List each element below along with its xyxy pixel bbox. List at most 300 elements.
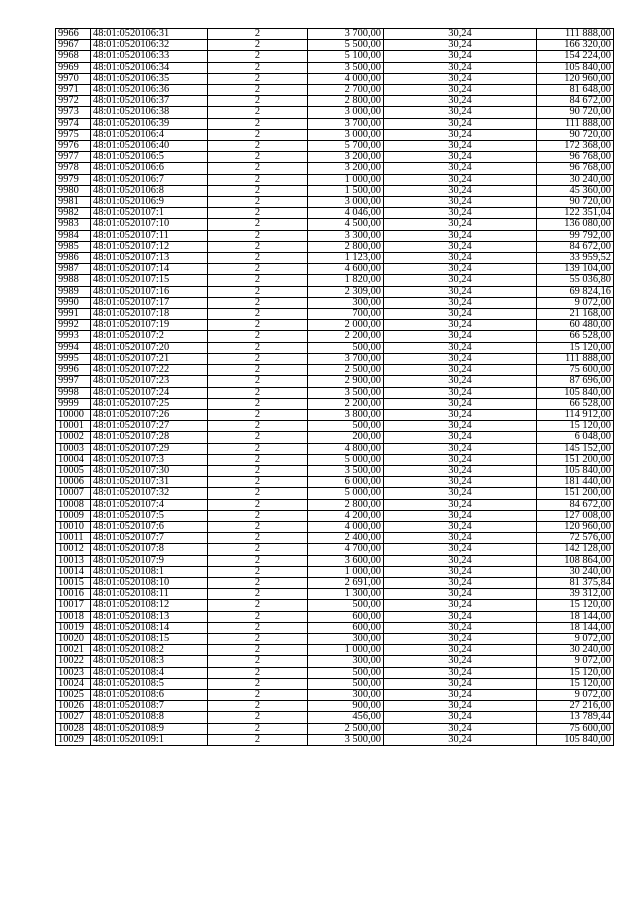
cadastral-number-cell: 48:01:0520107:8 [91,544,208,555]
table-row [56,465,614,476]
rate-cell: 30,24 [384,185,537,196]
table-row [56,645,614,656]
table-row [56,600,614,611]
rate-cell: 30,24 [384,409,537,420]
category-cell: 2 [208,230,308,241]
category-cell: 2 [208,241,308,252]
table-row [56,544,614,555]
rate-cell: 30,24 [384,566,537,577]
area-cell: 5 000,00 [308,488,384,499]
rate-cell: 30,24 [384,365,537,376]
rate-cell: 30,24 [384,376,537,387]
area-cell: 300,00 [308,656,384,667]
row-number-cell: 9996 [56,365,91,376]
table-row [56,163,614,174]
value-cell: 15 120,00 [537,678,614,689]
cadastral-number-cell: 48:01:0520108:8 [91,712,208,723]
category-cell: 2 [208,712,308,723]
area-cell: 500,00 [308,600,384,611]
category-cell: 2 [208,465,308,476]
row-number-cell: 9992 [56,320,91,331]
area-cell: 500,00 [308,342,384,353]
area-cell: 200,00 [308,432,384,443]
cadastral-number-cell: 48:01:0520107:28 [91,432,208,443]
category-cell: 2 [208,432,308,443]
row-number-cell: 10029 [56,734,91,745]
table-row [56,712,614,723]
table-row [56,129,614,140]
row-number-cell: 9973 [56,107,91,118]
row-number-cell: 9982 [56,208,91,219]
area-cell: 4 000,00 [308,73,384,84]
row-number-cell: 9998 [56,387,91,398]
value-cell: 111 888,00 [537,29,614,40]
category-cell: 2 [208,454,308,465]
area-cell: 3 300,00 [308,230,384,241]
rate-cell: 30,24 [384,712,537,723]
area-cell: 2 309,00 [308,286,384,297]
category-cell: 2 [208,488,308,499]
area-cell: 4 500,00 [308,219,384,230]
value-cell: 181 440,00 [537,477,614,488]
area-cell: 4 800,00 [308,443,384,454]
category-cell: 2 [208,96,308,107]
category-cell: 2 [208,219,308,230]
area-cell: 2 500,00 [308,723,384,734]
row-number-cell: 10024 [56,678,91,689]
category-cell: 2 [208,152,308,163]
cadastral-number-cell: 48:01:0520107:14 [91,264,208,275]
cadastral-number-cell: 48:01:0520106:5 [91,152,208,163]
table-row [56,73,614,84]
cadastral-number-cell: 48:01:0520107:24 [91,387,208,398]
area-cell: 3 700,00 [308,353,384,364]
row-number-cell: 10010 [56,521,91,532]
category-cell: 2 [208,51,308,62]
row-number-cell: 10028 [56,723,91,734]
value-cell: 99 792,00 [537,230,614,241]
table-row [56,432,614,443]
rate-cell: 30,24 [384,264,537,275]
cadastral-number-cell: 48:01:0520107:30 [91,465,208,476]
category-cell: 2 [208,589,308,600]
cadastral-number-cell: 48:01:0520107:13 [91,253,208,264]
table-row [56,376,614,387]
row-number-cell: 9978 [56,163,91,174]
row-number-cell: 9972 [56,96,91,107]
cadastral-number-cell: 48:01:0520107:11 [91,230,208,241]
row-number-cell: 9999 [56,398,91,409]
cadastral-number-cell: 48:01:0520107:19 [91,320,208,331]
category-cell: 2 [208,645,308,656]
category-cell: 2 [208,107,308,118]
area-cell: 300,00 [308,297,384,308]
rate-cell: 30,24 [384,477,537,488]
rate-cell: 30,24 [384,611,537,622]
area-cell: 700,00 [308,309,384,320]
row-number-cell: 9980 [56,185,91,196]
area-cell: 1 123,00 [308,253,384,264]
cadastral-number-cell: 48:01:0520107:18 [91,309,208,320]
table-row [56,29,614,40]
category-cell: 2 [208,734,308,745]
value-cell: 114 912,00 [537,409,614,420]
row-number-cell: 10012 [56,544,91,555]
row-number-cell: 10022 [56,656,91,667]
cadastral-number-cell: 48:01:0520108:3 [91,656,208,667]
cadastral-number-cell: 48:01:0520107:32 [91,488,208,499]
value-cell: 13 789,44 [537,712,614,723]
area-cell: 3 200,00 [308,163,384,174]
value-cell: 105 840,00 [537,465,614,476]
table-row [56,331,614,342]
row-number-cell: 10027 [56,712,91,723]
cadastral-number-cell: 48:01:0520106:8 [91,185,208,196]
table-row [56,477,614,488]
rate-cell: 30,24 [384,241,537,252]
area-cell: 5 100,00 [308,51,384,62]
table-row [56,667,614,678]
row-number-cell: 9997 [56,376,91,387]
rate-cell: 30,24 [384,51,537,62]
row-number-cell: 10006 [56,477,91,488]
category-cell: 2 [208,62,308,73]
rate-cell: 30,24 [384,163,537,174]
cadastral-number-cell: 48:01:0520107:15 [91,275,208,286]
category-cell: 2 [208,521,308,532]
value-cell: 90 720,00 [537,107,614,118]
value-cell: 90 720,00 [537,129,614,140]
rate-cell: 30,24 [384,141,537,152]
row-number-cell: 10003 [56,443,91,454]
area-cell: 5 700,00 [308,141,384,152]
rate-cell: 30,24 [384,331,537,342]
category-cell: 2 [208,286,308,297]
table-row [56,309,614,320]
table-row [56,521,614,532]
table-row [56,421,614,432]
value-cell: 111 888,00 [537,118,614,129]
cadastral-number-cell: 48:01:0520107:22 [91,365,208,376]
category-cell: 2 [208,365,308,376]
table-row [56,611,614,622]
cadastral-number-cell: 48:01:0520108:10 [91,577,208,588]
rate-cell: 30,24 [384,29,537,40]
category-cell: 2 [208,174,308,185]
rate-cell: 30,24 [384,454,537,465]
value-cell: 6 048,00 [537,432,614,443]
rate-cell: 30,24 [384,320,537,331]
value-cell: 120 960,00 [537,73,614,84]
value-cell: 105 840,00 [537,387,614,398]
row-number-cell: 9981 [56,197,91,208]
value-cell: 66 528,00 [537,331,614,342]
category-cell: 2 [208,309,308,320]
area-cell: 500,00 [308,678,384,689]
rate-cell: 30,24 [384,353,537,364]
value-cell: 15 120,00 [537,600,614,611]
category-cell: 2 [208,701,308,712]
area-cell: 3 000,00 [308,197,384,208]
cadastral-number-cell: 48:01:0520107:20 [91,342,208,353]
value-cell: 136 080,00 [537,219,614,230]
rate-cell: 30,24 [384,622,537,633]
cadastral-number-cell: 48:01:0520109:1 [91,734,208,745]
area-cell: 2 200,00 [308,398,384,409]
category-cell: 2 [208,577,308,588]
area-cell: 5 000,00 [308,454,384,465]
value-cell: 30 240,00 [537,174,614,185]
table-row [56,253,614,264]
category-cell: 2 [208,163,308,174]
table-row [56,488,614,499]
row-number-cell: 10014 [56,566,91,577]
table-row [56,85,614,96]
cadastral-number-cell: 48:01:0520107:21 [91,353,208,364]
rate-cell: 30,24 [384,465,537,476]
value-cell: 30 240,00 [537,566,614,577]
category-cell: 2 [208,656,308,667]
cadastral-number-cell: 48:01:0520107:16 [91,286,208,297]
rate-cell: 30,24 [384,275,537,286]
value-cell: 108 864,00 [537,555,614,566]
row-number-cell: 10025 [56,689,91,700]
value-cell: 84 672,00 [537,241,614,252]
cadastral-number-cell: 48:01:0520108:4 [91,667,208,678]
table-row [56,241,614,252]
rate-cell: 30,24 [384,107,537,118]
rate-cell: 30,24 [384,129,537,140]
cadastral-number-cell: 48:01:0520106:36 [91,85,208,96]
category-cell: 2 [208,253,308,264]
cadastral-number-cell: 48:01:0520106:31 [91,29,208,40]
cadastral-number-cell: 48:01:0520107:4 [91,499,208,510]
table-row [56,264,614,275]
cadastral-number-cell: 48:01:0520107:1 [91,208,208,219]
category-cell: 2 [208,421,308,432]
cadastral-number-cell: 48:01:0520107:23 [91,376,208,387]
row-number-cell: 9991 [56,309,91,320]
value-cell: 90 720,00 [537,197,614,208]
cadastral-number-cell: 48:01:0520107:12 [91,241,208,252]
rate-cell: 30,24 [384,85,537,96]
value-cell: 142 128,00 [537,544,614,555]
area-cell: 4 600,00 [308,264,384,275]
table-row [56,678,614,689]
row-number-cell: 9979 [56,174,91,185]
table-row [56,197,614,208]
rate-cell: 30,24 [384,197,537,208]
category-cell: 2 [208,342,308,353]
rate-cell: 30,24 [384,667,537,678]
value-cell: 66 528,00 [537,398,614,409]
row-number-cell: 9985 [56,241,91,252]
table-row [56,40,614,51]
rate-cell: 30,24 [384,544,537,555]
row-number-cell: 10008 [56,499,91,510]
row-number-cell: 10009 [56,510,91,521]
cadastral-number-cell: 48:01:0520107:3 [91,454,208,465]
category-cell: 2 [208,611,308,622]
rate-cell: 30,24 [384,219,537,230]
cadastral-number-cell: 48:01:0520107:2 [91,331,208,342]
area-cell: 6 000,00 [308,477,384,488]
value-cell: 30 240,00 [537,645,614,656]
table-row [56,454,614,465]
row-number-cell: 10017 [56,600,91,611]
area-cell: 2 691,00 [308,577,384,588]
rate-cell: 30,24 [384,286,537,297]
row-number-cell: 10005 [56,465,91,476]
category-cell: 2 [208,387,308,398]
table-row [56,118,614,129]
category-cell: 2 [208,320,308,331]
cadastral-number-cell: 48:01:0520107:5 [91,510,208,521]
category-cell: 2 [208,600,308,611]
value-cell: 139 104,00 [537,264,614,275]
row-number-cell: 10004 [56,454,91,465]
area-cell: 1 000,00 [308,174,384,185]
cadastral-number-cell: 48:01:0520107:25 [91,398,208,409]
area-cell: 4 000,00 [308,521,384,532]
table-row [56,230,614,241]
category-cell: 2 [208,510,308,521]
cadastral-number-cell: 48:01:0520106:39 [91,118,208,129]
table-row [56,577,614,588]
area-cell: 4 700,00 [308,544,384,555]
rate-cell: 30,24 [384,656,537,667]
table-row [56,734,614,745]
rate-cell: 30,24 [384,723,537,734]
value-cell: 84 672,00 [537,96,614,107]
cadastral-number-cell: 48:01:0520108:7 [91,701,208,712]
category-cell: 2 [208,533,308,544]
value-cell: 81 375,84 [537,577,614,588]
cadastral-number-cell: 48:01:0520107:31 [91,477,208,488]
area-cell: 5 500,00 [308,40,384,51]
row-number-cell: 9990 [56,297,91,308]
row-number-cell: 10015 [56,577,91,588]
category-cell: 2 [208,129,308,140]
cadastral-number-cell: 48:01:0520106:38 [91,107,208,118]
rate-cell: 30,24 [384,577,537,588]
rate-cell: 30,24 [384,734,537,745]
value-cell: 87 696,00 [537,376,614,387]
rate-cell: 30,24 [384,309,537,320]
value-cell: 15 120,00 [537,667,614,678]
table-row [56,443,614,454]
cadastral-number-cell: 48:01:0520107:29 [91,443,208,454]
category-cell: 2 [208,477,308,488]
value-cell: 154 224,00 [537,51,614,62]
table-row [56,723,614,734]
cadastral-number-cell: 48:01:0520107:7 [91,533,208,544]
table-row [56,275,614,286]
table-row [56,387,614,398]
table-row [56,174,614,185]
area-cell: 2 900,00 [308,376,384,387]
area-cell: 1 820,00 [308,275,384,286]
rate-cell: 30,24 [384,174,537,185]
table-row [56,353,614,364]
row-number-cell: 10013 [56,555,91,566]
area-cell: 2 700,00 [308,85,384,96]
area-cell: 3 500,00 [308,734,384,745]
area-cell: 600,00 [308,622,384,633]
category-cell: 2 [208,118,308,129]
value-cell: 127 008,00 [537,510,614,521]
rate-cell: 30,24 [384,521,537,532]
category-cell: 2 [208,555,308,566]
rate-cell: 30,24 [384,230,537,241]
rate-cell: 30,24 [384,152,537,163]
rate-cell: 30,24 [384,62,537,73]
value-cell: 9 072,00 [537,689,614,700]
area-cell: 3 200,00 [308,152,384,163]
value-cell: 72 576,00 [537,533,614,544]
cadastral-number-cell: 48:01:0520106:4 [91,129,208,140]
value-cell: 96 768,00 [537,163,614,174]
rate-cell: 30,24 [384,96,537,107]
value-cell: 151 200,00 [537,488,614,499]
area-cell: 3 500,00 [308,387,384,398]
value-cell: 60 480,00 [537,320,614,331]
area-cell: 456,00 [308,712,384,723]
category-cell: 2 [208,208,308,219]
rate-cell: 30,24 [384,645,537,656]
cadastral-number-cell: 48:01:0520106:32 [91,40,208,51]
cadastral-number-cell: 48:01:0520108:9 [91,723,208,734]
area-cell: 1 000,00 [308,566,384,577]
table-row [56,96,614,107]
table-row [56,633,614,644]
category-cell: 2 [208,40,308,51]
category-cell: 2 [208,689,308,700]
table-row [56,533,614,544]
category-cell: 2 [208,544,308,555]
row-number-cell: 9989 [56,286,91,297]
category-cell: 2 [208,185,308,196]
value-cell: 75 600,00 [537,365,614,376]
row-number-cell: 9994 [56,342,91,353]
cadastral-number-cell: 48:01:0520108:14 [91,622,208,633]
cadastral-number-cell: 48:01:0520106:40 [91,141,208,152]
area-cell: 2 500,00 [308,365,384,376]
table-row [56,365,614,376]
category-cell: 2 [208,85,308,96]
category-cell: 2 [208,353,308,364]
category-cell: 2 [208,141,308,152]
area-cell: 300,00 [308,633,384,644]
value-cell: 9 072,00 [537,633,614,644]
row-number-cell: 10007 [56,488,91,499]
category-cell: 2 [208,409,308,420]
row-number-cell: 9967 [56,40,91,51]
table-row [56,409,614,420]
value-cell: 122 351,04 [537,208,614,219]
value-cell: 166 320,00 [537,40,614,51]
rate-cell: 30,24 [384,533,537,544]
table-row [56,622,614,633]
value-cell: 18 144,00 [537,611,614,622]
row-number-cell: 10016 [56,589,91,600]
cadastral-number-cell: 48:01:0520106:9 [91,197,208,208]
area-cell: 1 300,00 [308,589,384,600]
cadastral-number-cell: 48:01:0520107:10 [91,219,208,230]
value-cell: 15 120,00 [537,342,614,353]
cadastral-number-cell: 48:01:0520108:15 [91,633,208,644]
category-cell: 2 [208,499,308,510]
